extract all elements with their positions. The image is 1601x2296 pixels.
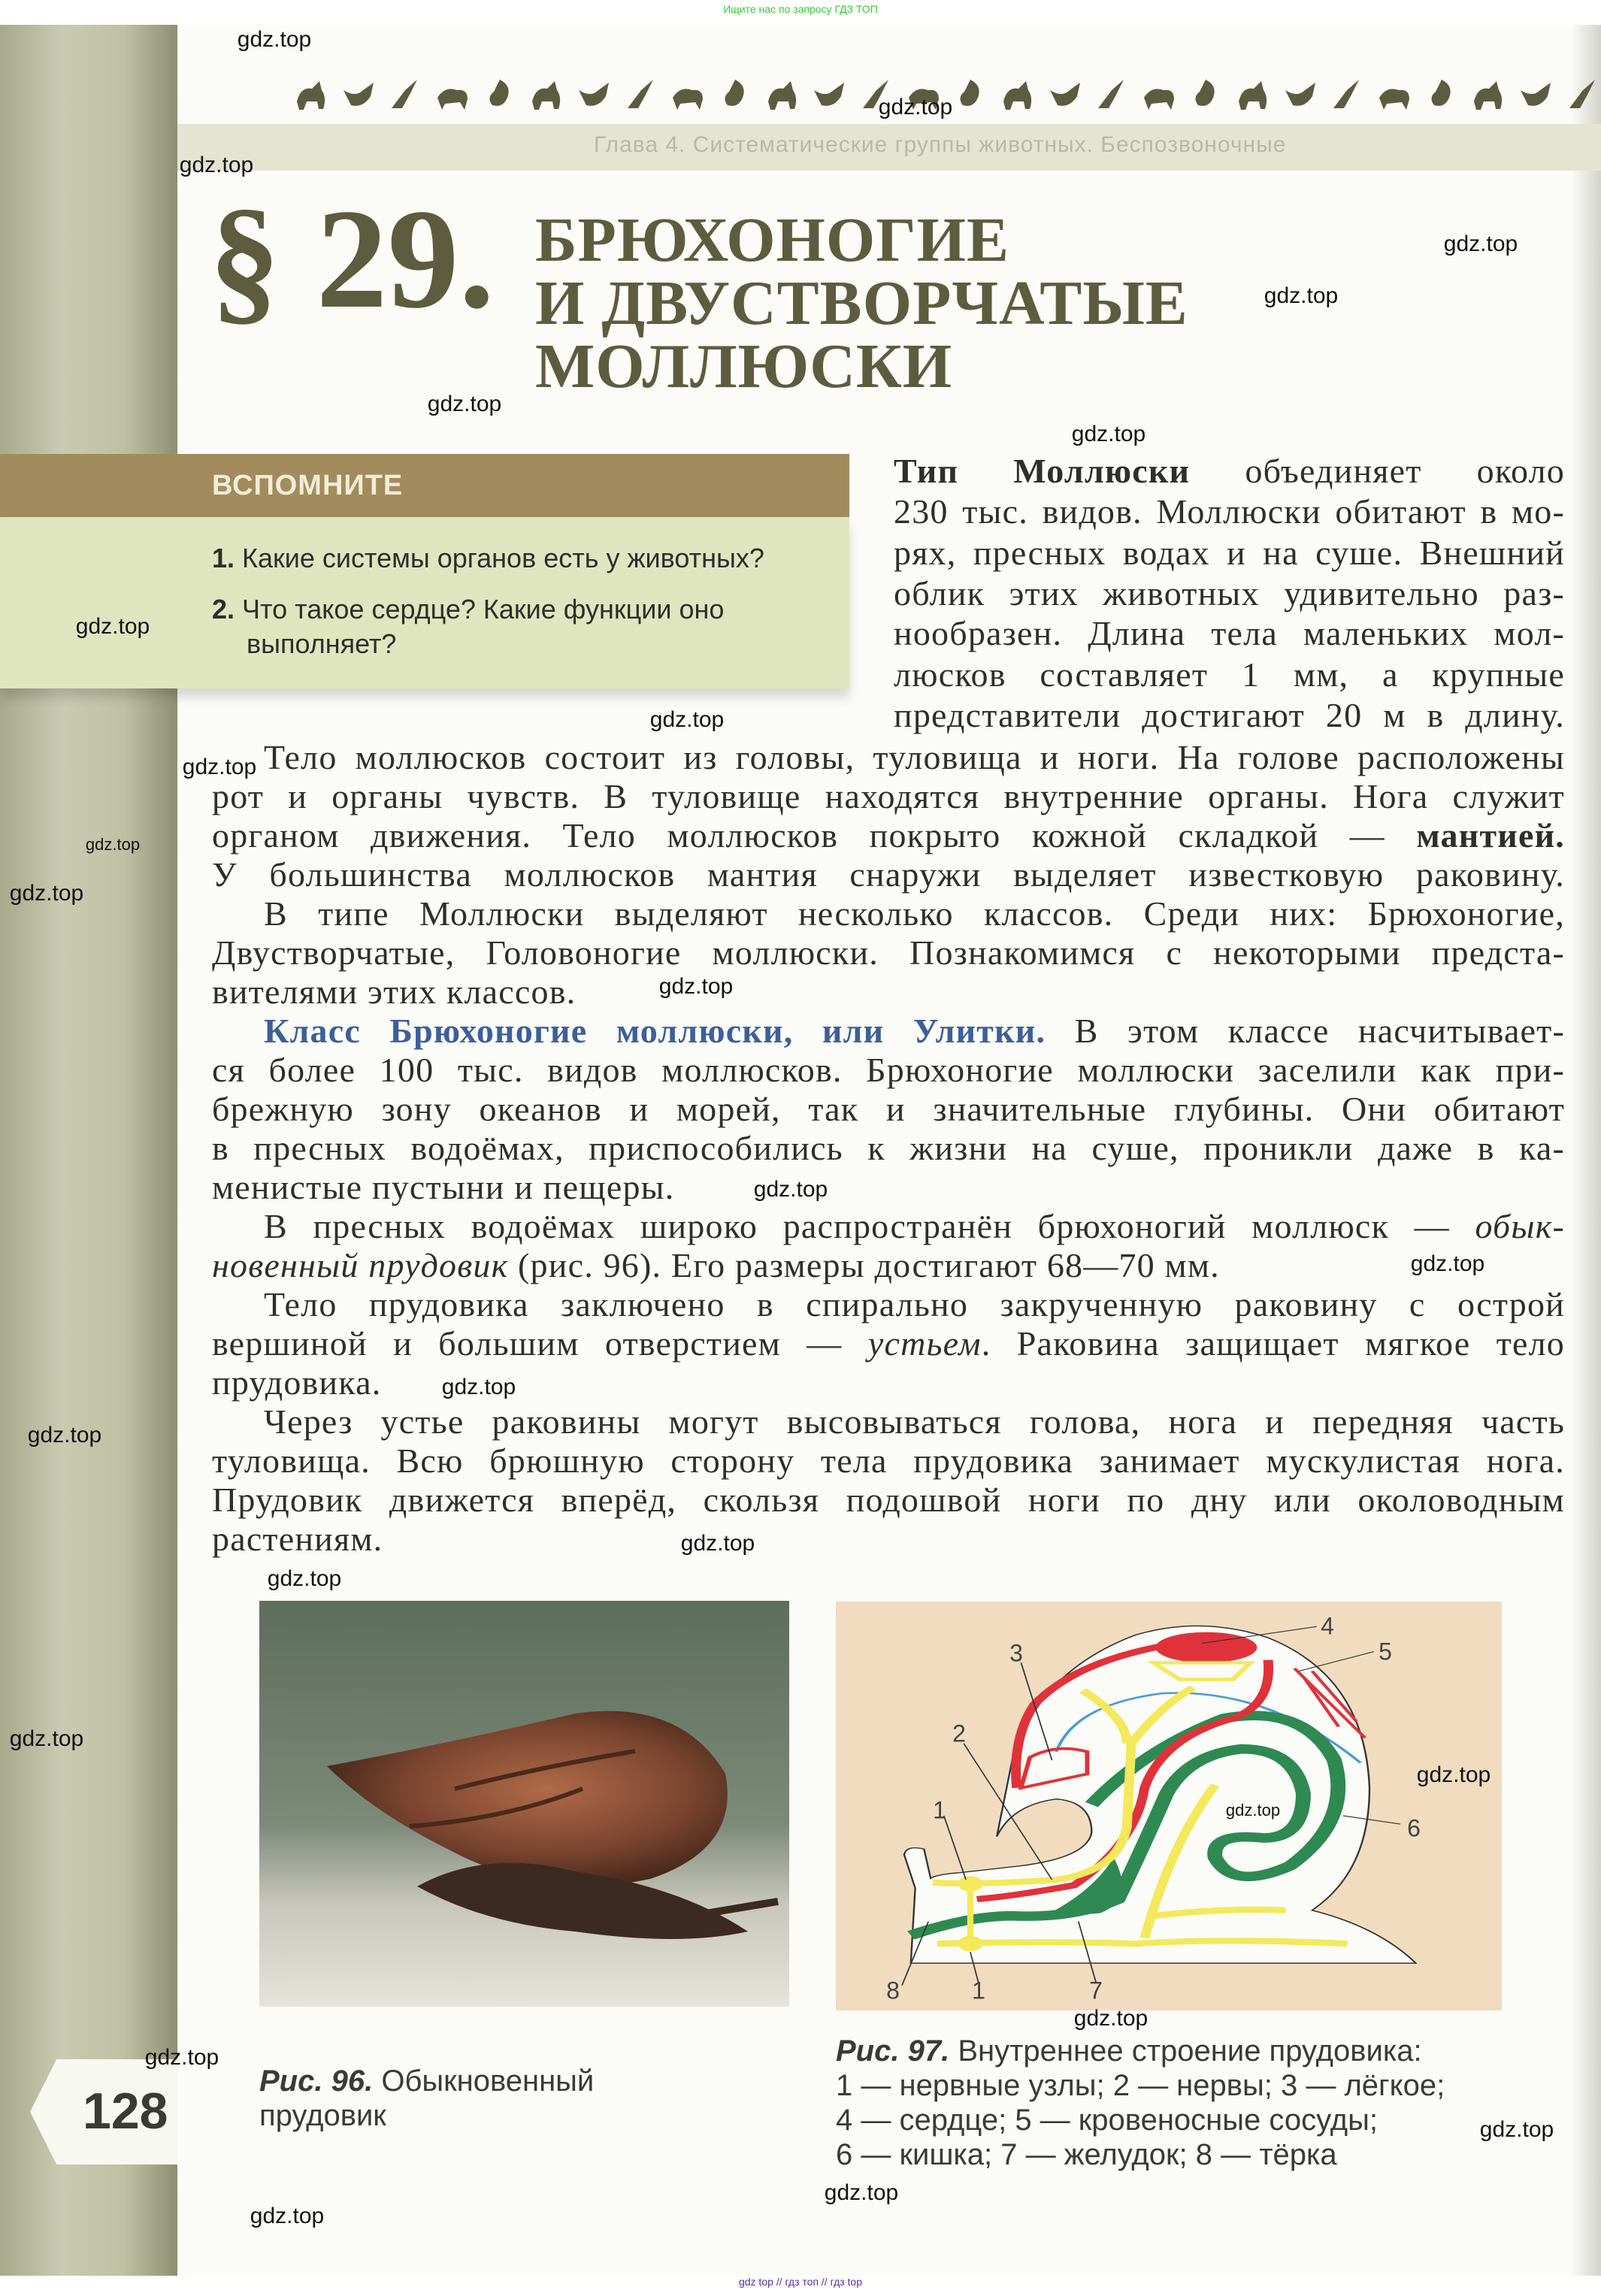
diagram-label-3: 3 — [1009, 1639, 1023, 1667]
watermark[interactable]: gdz.top — [649, 707, 725, 732]
text-line: брежную зону океанов и морей, так и значительные глубины. Они обитают — [212, 1090, 1565, 1128]
recall-box-header — [0, 454, 849, 517]
diagram-label-2: 2 — [952, 1720, 966, 1747]
bold-term: Тип — [894, 452, 959, 490]
watermark[interactable]: gdz.top — [1443, 231, 1518, 256]
class-heading: Класс Брюхоногие моллюски, или Улитки. — [264, 1012, 1046, 1050]
text-line: вителями этих классов. — [212, 973, 577, 1011]
text-line — [264, 1012, 1565, 1051]
animal-silhouette-icon — [670, 75, 706, 113]
recall-question — [212, 594, 724, 625]
animal-silhouette-icon — [528, 75, 564, 113]
figure-96-caption — [259, 2064, 594, 2133]
watermark[interactable]: gdz.top — [9, 1726, 84, 1751]
diagram-label-6: 6 — [1407, 1814, 1421, 1842]
watermark[interactable]: gdz.top — [27, 1423, 102, 1447]
italic-term: устьем — [867, 1324, 982, 1363]
animal-silhouette-icon — [1470, 75, 1506, 113]
recall-label: ВСПОМНИТЕ — [212, 470, 404, 501]
pond-snail-anatomy-diagram — [836, 1602, 1502, 2010]
text-line: туловища. Всю брюшную сторону тела прудовика занимает мускулистая нога. — [212, 1441, 1565, 1480]
text-line: рот и органы чувств. В туловище находятся внутренние органы. Нога служит — [212, 777, 1565, 815]
section-title-line: МОЛЛЮСКИ — [535, 331, 953, 401]
question-text: Какие системы органов есть у животных? — [242, 543, 764, 573]
animal-silhouette-icon — [811, 75, 847, 113]
diagram-label-1: 1 — [933, 1796, 946, 1824]
animal-silhouette-icon — [1188, 75, 1224, 113]
watermark[interactable]: gdz.top — [179, 153, 254, 177]
section-title-line: И ДВУСТВОРЧАТЫЕ — [535, 268, 1188, 338]
caption-line: 1 — нервные узлы; 2 — нервы; 3 — лёгкое; — [836, 2069, 1445, 2102]
animal-silhouette-icon — [623, 75, 659, 113]
text-line: в пресных водоёмах, приспособились к жизни на суше, проникли даже в ка- — [212, 1129, 1565, 1167]
animal-silhouette-icon — [293, 75, 329, 113]
watermark[interactable]: gdz.top — [1071, 422, 1146, 446]
watermark[interactable]: gdz.top — [182, 755, 257, 779]
watermark[interactable]: gdz.top — [237, 27, 312, 52]
text-fragment: объединяет около — [1245, 452, 1565, 490]
watermark[interactable]: gdz.top — [9, 881, 84, 906]
section-number: § 29. — [209, 180, 495, 338]
text-line: 230 тыс. видов. Моллюски обитают в мо- — [894, 492, 1565, 531]
animal-silhouette-icon — [340, 75, 377, 113]
caption-text: Внутреннее строение прудовика: — [958, 2034, 1422, 2068]
watermark[interactable]: gdz.top — [1264, 283, 1339, 308]
animal-silhouette-icon — [482, 75, 518, 113]
animal-silhouette-icon — [1424, 75, 1460, 113]
text-line: ся более 100 тыс. видов моллюсков. Брюхоногие моллюски заселили как при- — [212, 1051, 1565, 1089]
text-line: облик этих животных удивительно раз- — [894, 574, 1565, 613]
watermark[interactable]: gdz.top — [1410, 1251, 1485, 1276]
top-notice[interactable]: Ищите нас по запросу ГДЗ ТОП — [723, 3, 878, 15]
animal-silhouette-icon — [1565, 75, 1601, 113]
text-line: Прудовик движется вперёд, скользя подошвой ноги по дну или околоводным — [212, 1481, 1565, 1519]
watermark[interactable]: gdz.top — [75, 614, 150, 639]
caption-line: 4 — сердце; 5 — кровеносные сосуды; — [836, 2104, 1378, 2137]
watermark[interactable]: gdz.top — [878, 95, 953, 119]
text-line: нообразен. Длина тела маленьких мол- — [894, 614, 1565, 652]
watermark[interactable]: gdz.top — [680, 1531, 755, 1556]
bottom-notice[interactable]: gdz top // гдз топ // гдз top — [738, 2276, 863, 2288]
question-text: Что такое сердце? Какие функции оно — [242, 594, 725, 625]
watermark[interactable]: gdz.top — [441, 1375, 516, 1399]
watermark[interactable]: gdz.top — [1416, 1762, 1491, 1787]
animal-silhouette-icon — [1518, 75, 1554, 113]
text-line: люсков составляет 1 мм, а крупные — [894, 655, 1565, 694]
figure-97-caption — [836, 2034, 1445, 2172]
watermark[interactable]: gdz.top — [144, 2045, 219, 2070]
caption-line: 6 — кишка; 7 — желудок; 8 — тёрка — [836, 2138, 1337, 2171]
diagram-label-7: 7 — [1089, 1977, 1103, 2004]
recall-question — [212, 543, 764, 574]
recall-question-continued: выполняет? — [247, 628, 397, 659]
text-fragment: органом движения. Тело моллюсков покрыто кожной складкой — — [212, 816, 1417, 855]
text-line: У большинства моллюсков мантия снаружи выделяет известковую раковину. — [212, 855, 1565, 894]
text-line: Тело моллюсков состоит из головы, туловища и ноги. На голове расположены — [264, 738, 1565, 776]
animal-silhouette-icon — [387, 75, 423, 113]
watermark[interactable]: gdz.top — [824, 2180, 899, 2205]
animal-silhouette-icon — [1329, 75, 1365, 113]
running-title: Глава 4. Систематические группы животных. Беспозвоночные — [594, 132, 1287, 157]
text-line — [894, 452, 1565, 491]
animal-silhouette-icon — [576, 75, 612, 113]
animal-silhouette-icon — [952, 75, 988, 113]
text-line: рях, пресных водах и на суше. Внешний — [894, 534, 1565, 572]
bold-term: Моллюски — [1013, 452, 1191, 490]
watermark[interactable]: gdz.top — [250, 2204, 325, 2228]
pond-snail-photo — [259, 1601, 789, 2007]
text-line — [212, 816, 1565, 855]
page-number: 128 — [83, 2083, 168, 2140]
watermark[interactable]: gdz.top — [1479, 2117, 1554, 2142]
text-line: представители достигают 20 м в длину. — [894, 696, 1565, 734]
animal-silhouette-icon — [1094, 75, 1130, 113]
animal-silhouette-icon — [717, 75, 753, 113]
page-gutter — [0, 25, 177, 2276]
diagram-label-5: 5 — [1379, 1638, 1392, 1665]
bold-term: мантией. — [1416, 816, 1565, 855]
diagram-label-1: 1 — [972, 1977, 985, 2004]
animal-silhouette-icon — [1047, 75, 1083, 113]
watermark[interactable]: gdz.top — [1225, 1801, 1281, 1820]
watermark[interactable]: gdz.top — [267, 1566, 342, 1591]
question-number: 2. — [212, 594, 235, 625]
watermark[interactable]: gdz.top — [85, 835, 141, 854]
diagram-label-8: 8 — [886, 1977, 900, 2004]
text-fragment: . Раковина защищает мягкое тело — [981, 1324, 1565, 1363]
text-line — [264, 1207, 1565, 1246]
animal-silhouette-icon — [1376, 75, 1412, 113]
text-line: прудовика. — [212, 1363, 382, 1402]
text-line — [212, 1324, 1565, 1363]
text-fragment: В этом классе насчитывает- — [1046, 1012, 1565, 1050]
diagram-label-4: 4 — [1321, 1612, 1334, 1640]
text-line — [212, 1246, 1565, 1285]
figure-label: Рис. 96. — [259, 2065, 374, 2098]
italic-term: обык- — [1475, 1207, 1565, 1245]
watermark[interactable]: gdz.top — [753, 1177, 828, 1202]
animal-silhouette-icon — [1000, 75, 1036, 113]
animal-silhouette-icon — [1235, 75, 1271, 113]
caption-text: Обыкновенный — [381, 2065, 595, 2098]
text-line: менистые пустыни и пещеры. — [212, 1168, 675, 1206]
italic-term: новенный прудовик — [212, 1246, 509, 1284]
text-line: растениям. — [212, 1520, 383, 1558]
page-edge-shadow — [1571, 25, 1601, 2276]
animal-silhouette-icon — [764, 75, 800, 113]
text-line: В типе Моллюски выделяют несколько классов. Среди них: Брюхоногие, — [264, 894, 1565, 933]
watermark[interactable]: gdz.top — [1073, 2006, 1149, 2031]
watermark[interactable]: gdz.top — [427, 392, 502, 416]
section-title-line: БРЮХОНОГИЕ — [535, 205, 1010, 275]
animal-silhouette-icon — [1141, 75, 1177, 113]
text-line: Тело прудовика заключено в спирально закрученную раковину с острой — [264, 1285, 1565, 1323]
animal-silhouette-icon — [1282, 75, 1318, 113]
text-fragment: (рис. 96). Его размеры достигают 68—70 мм. — [508, 1246, 1220, 1284]
text-fragment: В пресных водоёмах широко распространён брюхоногий моллюск — — [264, 1207, 1475, 1245]
caption-text: прудовик — [259, 2099, 386, 2132]
watermark[interactable]: gdz.top — [658, 974, 734, 999]
animal-silhouette-icon — [434, 75, 471, 113]
text-line: Двустворчатые, Головоногие моллюски. Познакомимся с некоторыми предста- — [212, 933, 1565, 972]
text-line: Через устье раковины могут высовываться голова, нога и передняя часть — [264, 1402, 1565, 1441]
text-fragment: вершиной и большим отверстием — — [212, 1324, 868, 1363]
figure-label: Рис. 97. — [836, 2034, 950, 2068]
question-number: 1. — [212, 543, 235, 573]
